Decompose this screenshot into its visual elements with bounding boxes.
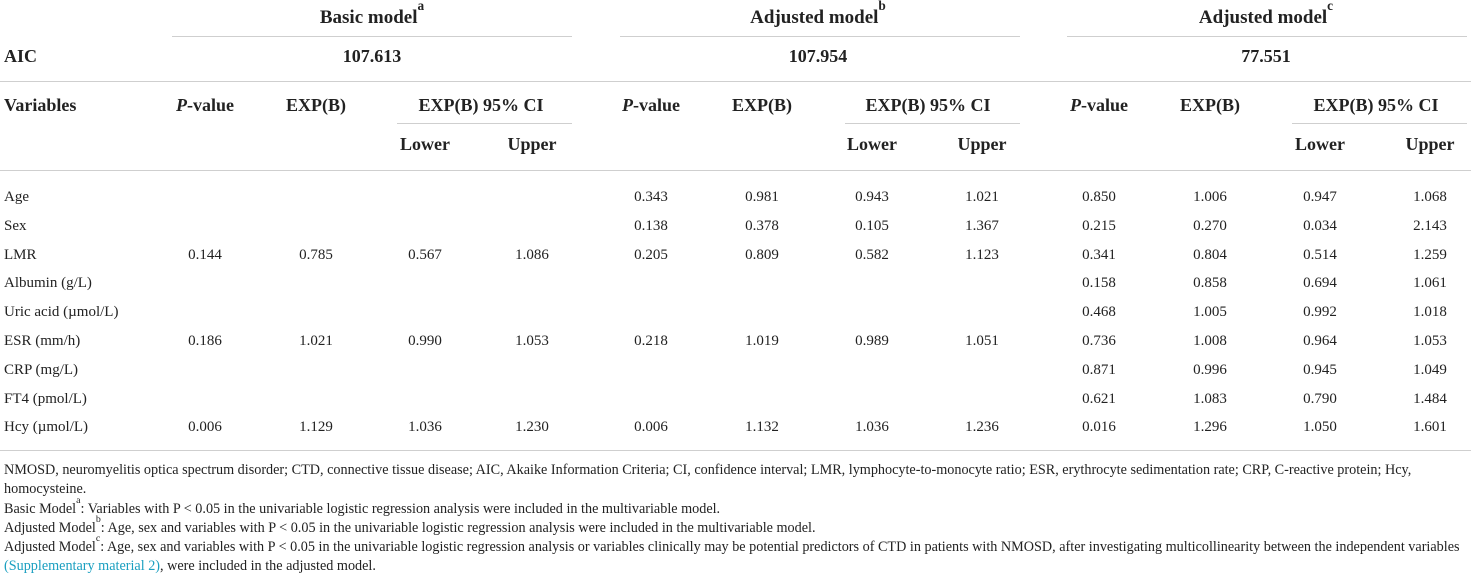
- table-cell: 1.008: [1193, 333, 1227, 349]
- pvalue-header-adjusted-c: P-value: [1070, 95, 1128, 115]
- table-cell: 1.367: [965, 218, 999, 234]
- table-cell: 0.215: [1082, 218, 1116, 234]
- table-cell: 0.992: [1303, 304, 1337, 320]
- table-cell: 1.005: [1193, 304, 1227, 320]
- row-label: Uric acid (µmol/L): [4, 304, 119, 320]
- rule-aic: [0, 81, 1471, 82]
- table-cell: 0.138: [634, 218, 668, 234]
- table-cell: 0.947: [1303, 189, 1337, 205]
- aic-adjusted-c: 77.551: [1241, 46, 1291, 66]
- table-cell: 0.694: [1303, 275, 1337, 291]
- table-cell: 0.943: [855, 189, 889, 205]
- table-cell: 0.006: [634, 419, 668, 435]
- table-cell: 0.270: [1193, 218, 1227, 234]
- expb-header-basic: EXP(B): [286, 95, 346, 115]
- table-cell: 0.378: [745, 218, 779, 234]
- table-cell: 0.105: [855, 218, 889, 234]
- table-cell: 0.343: [634, 189, 668, 205]
- pvalue-header-adjusted-b: P-value: [622, 95, 680, 115]
- rule-ci-adjusted-c: [1292, 123, 1467, 124]
- table-cell: 1.259: [1413, 247, 1447, 263]
- rule-header: [0, 170, 1471, 171]
- table-cell: 2.143: [1413, 218, 1447, 234]
- table-cell: 0.804: [1193, 247, 1227, 263]
- row-label: ESR (mm/h): [4, 333, 81, 349]
- ci-header-basic: EXP(B) 95% CI: [418, 95, 544, 115]
- table-cell: 0.736: [1082, 333, 1116, 349]
- table-cell: 0.996: [1193, 362, 1227, 378]
- table-cell: 1.021: [965, 189, 999, 205]
- table-cell: 0.809: [745, 247, 779, 263]
- row-label: LMR: [4, 247, 37, 263]
- model-header-basic: Basic model$^a$: [319, 0, 425, 28]
- rule-ci-adjusted-b: [845, 123, 1020, 124]
- aic-basic: 107.613: [342, 46, 402, 66]
- table-cell: 1.129: [299, 419, 333, 435]
- table-cell: 0.218: [634, 333, 668, 349]
- table-cell: 0.871: [1082, 362, 1116, 378]
- upper-header-adjusted-c: Upper: [1405, 134, 1455, 154]
- footnote-basic: Basic Model$^a$: Variables with P < 0.05 in the univariable logistic regression analysis were included in the multivariable model.: [4, 494, 721, 517]
- table-cell: 1.051: [965, 333, 999, 349]
- rule-model-adjusted-b: [620, 36, 1020, 37]
- table-cell: 0.790: [1303, 391, 1337, 407]
- rule-model-basic: [172, 36, 572, 37]
- table-cell: 1.053: [515, 333, 549, 349]
- table-cell: 0.850: [1082, 189, 1116, 205]
- table-cell: 1.019: [745, 333, 779, 349]
- footnote-abbreviations: NMOSD, neuromyelitis optica spectrum disorder; CTD, connective tissue disease; AIC, Akaike Information Criteria; CI, confidence interval; LMR, lymphocyte-to-monocyte ratio; ESR, erythrocyte sedimentation rate; CRP, C-reactive protein; Hcy, homocysteine.: [4, 462, 1412, 497]
- table-cell: 1.236: [965, 419, 999, 435]
- aic-label: AIC: [4, 46, 38, 66]
- table-cell: 1.053: [1413, 333, 1447, 349]
- upper-header-adjusted-b: Upper: [957, 134, 1007, 154]
- row-label: Albumin (g/L): [4, 275, 92, 291]
- table-cell: 1.036: [855, 419, 889, 435]
- ci-header-adjusted-b: EXP(B) 95% CI: [865, 95, 991, 115]
- table-cell: 0.514: [1303, 247, 1337, 263]
- aic-adjusted-b: 107.954: [788, 46, 848, 66]
- table-cell: 0.186: [188, 333, 222, 349]
- ci-header-adjusted-c: EXP(B) 95% CI: [1313, 95, 1439, 115]
- table-cell: 1.018: [1413, 304, 1447, 320]
- table-cell: 0.567: [408, 247, 442, 263]
- table-cell: 0.981: [745, 189, 779, 205]
- table-cell: 0.945: [1303, 362, 1337, 378]
- table-cell: 0.785: [299, 247, 333, 263]
- table-cell: 1.086: [515, 247, 549, 263]
- table-cell: 0.858: [1193, 275, 1227, 291]
- table-cell: 0.964: [1303, 333, 1337, 349]
- rule-ci-basic: [397, 123, 572, 124]
- model-header-adjusted-c: Adjusted model$^c$: [1198, 0, 1334, 28]
- supplementary-material-link[interactable]: (Supplementary material 2): [4, 558, 161, 574]
- row-label: Hcy (µmol/L): [4, 419, 89, 435]
- table-cell: 0.990: [408, 333, 442, 349]
- rule-table-bottom: [0, 450, 1471, 451]
- table-cell: 0.582: [855, 247, 889, 263]
- table-cell: 1.083: [1193, 391, 1227, 407]
- table-cell: 0.016: [1082, 419, 1116, 435]
- table-cell: 1.068: [1413, 189, 1447, 205]
- table-cell: 0.341: [1082, 247, 1116, 263]
- table-cell: 0.621: [1082, 391, 1116, 407]
- table-cell: 0.034: [1303, 218, 1337, 234]
- table-cell: 0.158: [1082, 275, 1116, 291]
- row-label: FT4 (pmol/L): [4, 391, 87, 407]
- table-cell: 1.132: [745, 419, 779, 435]
- table-cell: 1.123: [965, 247, 999, 263]
- table-cell: 0.205: [634, 247, 668, 263]
- variables-header: Variables: [4, 95, 77, 115]
- table-cell: 1.601: [1413, 419, 1447, 435]
- lower-header-adjusted-b: Lower: [847, 134, 897, 154]
- expb-header-adjusted-b: EXP(B): [732, 95, 792, 115]
- table-cell: 1.049: [1413, 362, 1447, 378]
- footnote-adjusted-c: Adjusted Model$^c$: Age, sex and variables with P < 0.05 in the univariable logistic regression analysis or variables clinically may be potential predictors of CTD in patients with NMOSD, after investigating multicollinearity between the independent variables (Supplementary material 2), were included in the adjusted model.: [4, 532, 1460, 574]
- row-label: Sex: [4, 218, 27, 234]
- table-cell: 1.021: [299, 333, 333, 349]
- table-cell: 0.006: [188, 419, 222, 435]
- table-cell: 1.006: [1193, 189, 1227, 205]
- expb-header-adjusted-c: EXP(B): [1180, 95, 1240, 115]
- table-cell: 1.050: [1303, 419, 1337, 435]
- table-cell: 1.296: [1193, 419, 1227, 435]
- upper-header-basic: Upper: [507, 134, 557, 154]
- table-cell: 1.230: [515, 419, 549, 435]
- row-label: CRP (mg/L): [4, 362, 79, 378]
- table-cell: 0.144: [188, 247, 222, 263]
- rule-model-adjusted-c: [1067, 36, 1467, 37]
- table-cell: 0.468: [1082, 304, 1116, 320]
- lower-header-adjusted-c: Lower: [1295, 134, 1345, 154]
- model-header-adjusted-b: Adjusted model$^b$: [750, 0, 886, 28]
- lower-header-basic: Lower: [400, 134, 450, 154]
- table-cell: 0.989: [855, 333, 889, 349]
- row-label: Age: [4, 189, 29, 205]
- table-cell: 1.061: [1413, 275, 1447, 291]
- pvalue-header-basic: P-value: [176, 95, 234, 115]
- table-cell: 1.484: [1413, 391, 1447, 407]
- footnote-adjusted-b: Adjusted Model$^b$: Age, sex and variables with P < 0.05 in the univariable logistic regression analysis were included in the multivariable model.: [4, 513, 816, 536]
- table-cell: 1.036: [408, 419, 442, 435]
